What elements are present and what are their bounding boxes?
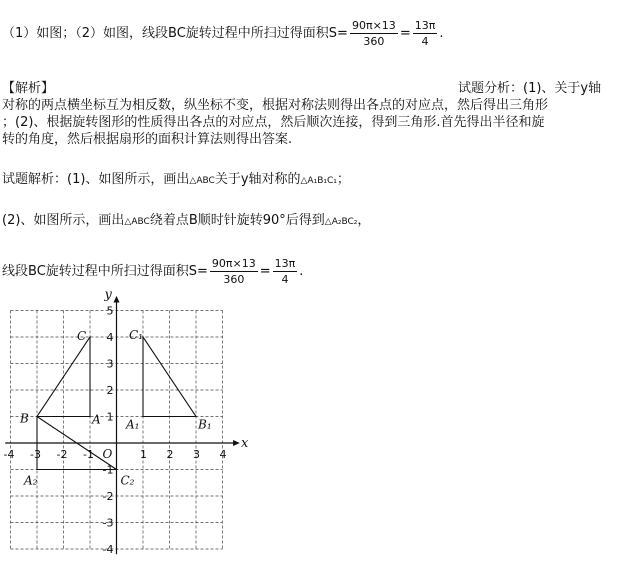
solution-1-prefix: 试题解析：(1)、如图所示，画出	[2, 172, 190, 187]
y-axis-label: y	[104, 287, 112, 303]
y-tick-label: 3	[106, 357, 114, 371]
x-tick-label: 4	[219, 448, 227, 461]
answer-end: .	[439, 26, 444, 41]
solution-line-2	[2, 212, 370, 231]
analysis-text-line-3: 转的角度，然后根据扇形的面积计算法则得出答案.	[2, 132, 293, 147]
x-tick-label: -3	[30, 448, 41, 461]
analysis-text-line-2: ；(2)、根据旋转图形的性质得出各点的对应点，然后顺次连接，得到三角形.首先得出半径和旋	[2, 115, 545, 130]
point-label-c1: C₁	[129, 328, 143, 342]
y-tick-label: 5	[106, 304, 114, 318]
equals-sign: =	[399, 26, 411, 41]
point-label-a2: A₂	[24, 473, 38, 488]
x-tick-label: -4	[3, 448, 15, 461]
analysis-text-line-1: 对称的两点横坐标互为相反数，纵坐标不变，根据对称法则得出各点的对应点，然后得出三角形	[2, 98, 549, 113]
point-label-a: A	[92, 412, 101, 427]
fraction-1-denominator: 360	[363, 35, 385, 48]
x-tick-label: -2	[56, 448, 68, 461]
solution-fraction-1-denominator: 360	[223, 273, 245, 286]
triangle-abc: △ABC	[189, 176, 215, 186]
triangle-abc-2: △ABC	[124, 217, 150, 227]
y-tick-label: 4	[106, 331, 114, 344]
point-label-c: C	[77, 329, 87, 343]
answer-line	[2, 18, 443, 49]
fraction-2-numerator: 13π	[414, 19, 436, 32]
fraction-1	[350, 18, 398, 49]
x-axis-label: x	[241, 436, 249, 451]
y-tick-label: 1	[106, 410, 114, 424]
solution-2-prefix: (2)、如图所示，画出	[2, 213, 125, 228]
analysis-heading: 【解析】	[2, 81, 55, 96]
solution-2-mid: 绕着点B顺时针旋转90°后得到	[149, 213, 325, 228]
origin-label: O	[102, 447, 113, 461]
x-axis-arrow	[233, 440, 240, 446]
y-tick-label: -4	[102, 543, 114, 556]
x-tick-label: 2	[166, 448, 174, 461]
fraction-2-denominator: 4	[421, 35, 429, 48]
y-tick-label: -3	[102, 516, 114, 530]
solution-1-mid: 关于y轴对称的	[214, 172, 301, 187]
coordinate-graph	[0, 287, 260, 560]
x-tick-label: 3	[193, 448, 200, 461]
graph-labels	[4, 288, 250, 556]
point-label-a1: A₁	[126, 417, 140, 432]
solution-line-1	[2, 171, 350, 190]
solution-fraction-1	[210, 256, 258, 287]
solution-equals-sign: =	[259, 264, 271, 279]
answer-prefix: （1）如图；（2）如图，线段BC旋转过程中所扫过得面积S=	[2, 26, 348, 41]
solution-3-prefix: 线段BC旋转过程中所扫过得面积S=	[2, 264, 208, 279]
analysis-right-label: 试题分析：(1)、关于y轴	[458, 81, 602, 96]
triangle-abc-shape	[37, 337, 90, 417]
solution-3-end: .	[299, 264, 304, 279]
y-tick-label: -2	[102, 490, 114, 503]
triangle-a2bc2: △A₂BC₂	[324, 217, 358, 227]
fraction-2	[413, 18, 438, 49]
solution-line-3	[2, 256, 303, 287]
x-tick-label: 1	[140, 448, 147, 461]
solution-fraction-1-numerator: 90π×13	[211, 257, 256, 270]
solution-1-end: ；	[336, 172, 350, 187]
triangle-a1b1c1-shape	[143, 337, 196, 417]
y-axis-arrow	[114, 296, 120, 303]
y-tick-label: -1	[102, 463, 114, 477]
solution-2-end: ，	[357, 213, 371, 228]
fraction-1-numerator: 90π×13	[351, 19, 396, 32]
y-tick-label: 2	[106, 384, 114, 397]
solution-fraction-2-numerator: 13π	[274, 257, 296, 270]
point-label-b: B	[20, 411, 29, 426]
point-label-c2: C₂	[120, 473, 135, 488]
solution-fraction-2	[273, 256, 298, 287]
x-tick-label: -1	[83, 448, 94, 461]
point-label-b1: B₁	[198, 417, 212, 432]
solution-fraction-2-denominator: 4	[281, 273, 289, 286]
triangle-a1b1c1: △A₁B₁C₁	[300, 176, 337, 186]
